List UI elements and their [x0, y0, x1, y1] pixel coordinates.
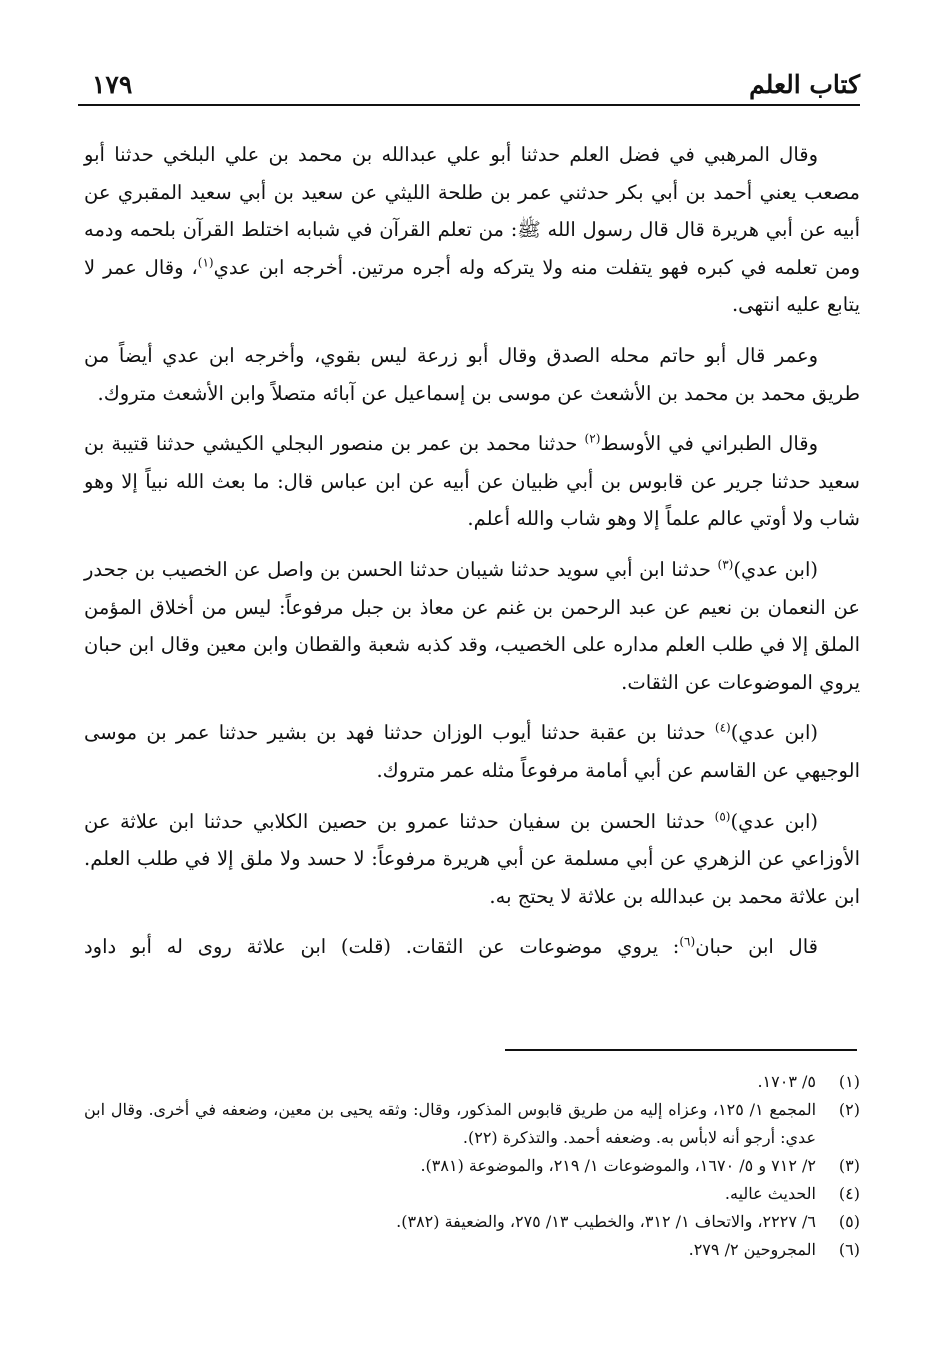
paragraph-text: ، وقال عمر لا يتابع عليه انتهى.: [84, 255, 860, 317]
footnotes: [84, 1068, 860, 1264]
paragraph-text: حدثنا الحسن بن سفيان حدثنا عمرو بن حصين الكلابي حدثنا ابن علاثة عن الأوزاعي عن الزهري عن أبي مسلمة عن أبي هريرة مرفوعاً: لا حسد ولا ملق إلا في طلب العلم. ابن علاثة محمد بن عبدالله بن علاثة لا يحتج به.: [84, 809, 860, 908]
footnote-ref: (٣): [717, 557, 734, 572]
paragraph-text: قال ابن حبان: [695, 935, 818, 959]
paragraph-text: (ابن عدي): [733, 557, 818, 581]
paragraph: [84, 803, 860, 916]
footnote-text: الحديث عاليه.: [724, 1184, 816, 1203]
footnote: [84, 1096, 860, 1152]
footnote: [84, 1068, 860, 1096]
footnote-divider: [505, 1049, 857, 1051]
footnote-text: ٦/ ٢٢٢٧، والاتحاف ١/ ٣١٢، والخطيب ١٣/ ٢٧٥، والضعيفة (٣٨٢).: [396, 1212, 816, 1231]
paragraph: [84, 136, 860, 324]
paragraph-text: وقال الطبراني في الأوسط: [600, 432, 818, 456]
footnote-number: (٦): [838, 1240, 860, 1259]
footnote-number: (٥): [838, 1212, 860, 1231]
paragraph-text: (ابن عدي): [730, 721, 818, 745]
paragraph: [84, 551, 860, 701]
paragraph-text: وعمر قال أبو حاتم محله الصدق وقال أبو زرعة ليس بقوي، وأخرجه ابن عدي أيضاً من طريق محمد بن محمد بن الأشعث عن موسى بن إسماعيل عن آبائه متصلاً وابن الأشعث متروك.: [84, 343, 860, 405]
footnote-text: المجمع ١/ ١٢٥، وعزاه إليه من طريق قابوس المذكور، وقال: وثقه يحيى بن معين، وضعفه في أخرى. وقال ابن عدي: أرجو أنه لابأس به. وضعفه أحمد. والتذكرة (٢٢).: [84, 1100, 817, 1147]
footnote-text: المجروحين ٢/ ٢٧٩.: [688, 1240, 816, 1259]
footnote: [84, 1180, 860, 1208]
footnote-ref: (٦): [679, 934, 696, 949]
footnote-ref: (٢): [584, 431, 601, 446]
paragraph-text: : يروي موضوعات عن الثقات. (قلت) ابن علاثة روى له أبو داود: [84, 935, 680, 959]
paragraph: [84, 337, 860, 412]
paragraph: [84, 425, 860, 538]
footnote-number: (١): [838, 1072, 860, 1091]
paragraph: [84, 714, 860, 789]
footnote-ref: (١): [197, 255, 214, 270]
footnote-ref: (٥): [714, 809, 731, 823]
footnote-ref: (٤): [714, 720, 731, 735]
footnote: [84, 1152, 860, 1180]
footnote-text: ٥/ ١٧٠٣.: [757, 1072, 816, 1091]
paragraph-text: حدثنا بن عقبة حدثنا أيوب الوزان حدثنا فهد بن بشير حدثنا عمر بن موسى الوجيهي عن القاسم عن أبي أمامة مرفوعاً مثله عمر متروك.: [84, 721, 860, 782]
paragraph-text: وقال المرهبي في فضل العلم حدثنا أبو علي عبدالله بن محمد بن علي البلخي حدثنا أبو مصعب يعني أحمد بن أبي بكر حدثني عمر بن طلحة الليثي عن سعيد بن أبي سعيد المقبري عن أبيه عن أبي هريرة قال قال رسول الله ﷺ: من تعلم القرآن في شبابه اختلط القرآن بلحمه ودمه ومن تعلمه في كبره فهو يتفلت منه ولا يتركه وله أجره مرتين. أخرجه ابن عدي: [84, 143, 860, 279]
footnote-text: ٢/ ٧١٢ و ٥/ ١٦٧٠، والموضوعات ١/ ٢١٩، والموضوعة (٣٨١).: [420, 1156, 816, 1175]
book-title: كتاب العلم: [749, 70, 860, 99]
footnote: [84, 1236, 860, 1264]
paragraph: [84, 928, 860, 966]
page-header: [78, 66, 860, 106]
paragraph-text: حدثنا ابن أبي سويد حدثنا شيبان حدثنا الحسن بن واصل عن الخصيب بن جحدر عن النعمان بن نعيم عن عبد الرحمن بن غنم عن معاذ بن جبل مرفوعاً: ليس من أخلاق المؤمن الملق إلا في طلب العلم مداره على الخصيب، وقد كذبه شعبة والقطان وابن معين وقال ابن حبان يروي الموضوعات عن الثقات.: [84, 557, 860, 694]
footnote: [84, 1208, 860, 1236]
footnote-number: (٣): [838, 1156, 860, 1175]
footnote-number: (٤): [838, 1184, 860, 1203]
paragraph-text: حدثنا محمد بن عمر بن منصور البجلي الكيشي حدثنا قتيبة بن سعيد حدثنا جرير عن قابوس بن أبي ظبيان عن أبيه عن ابن عباس قال: ما بعث الله نبياً إلا وهو شاب ولا أوتي عالم علماً إلا وهو شاب والله أعلم.: [84, 432, 860, 531]
main-text: [84, 136, 860, 979]
page-number: ١٧٩: [92, 70, 133, 99]
footnote-number: (٢): [838, 1100, 860, 1119]
paragraph-text: (ابن عدي): [730, 809, 818, 833]
